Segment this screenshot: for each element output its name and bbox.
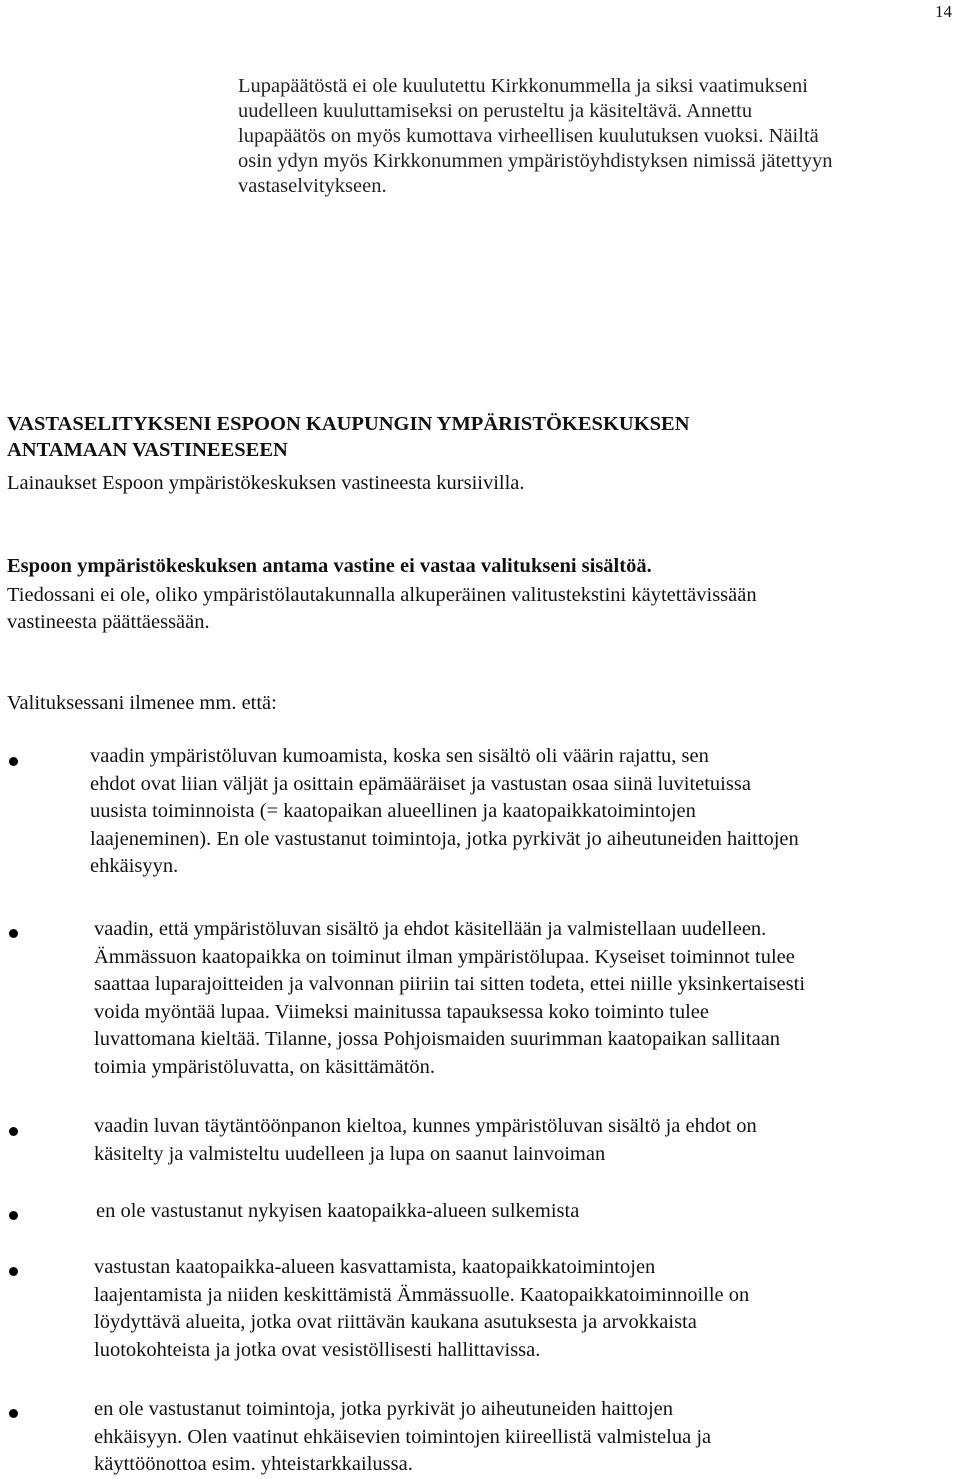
bullet-line: vastustan kaatopaikka-alueen kasvattamista, kaatopaikkatoimintojen bbox=[94, 1256, 656, 1278]
claim-text-line: vastineesta päättäessään. bbox=[7, 611, 210, 633]
section-heading-line: VASTASELITYKSENI ESPOON KAUPUNGIN YMPÄRISTÖKESKUKSEN bbox=[7, 413, 690, 435]
intro-line: uudelleen kuuluttamiseksi on perusteltu ja käsiteltävä. Annettu bbox=[238, 100, 753, 122]
bullet-line: ehdot ovat liian väljät ja osittain epämääräiset ja vastustan osaa siinä luvitetuissa bbox=[90, 772, 751, 795]
bullet-line: vaadin ympäristöluvan kumoamista, koska sen sisältö oli väärin rajattu, sen bbox=[90, 745, 709, 767]
bullet-text bbox=[94, 1254, 749, 1364]
bullet-line: laajeneminen). En ole vastustanut toimintoja, jotka pyrkivät jo aiheutuneiden haittojen bbox=[90, 827, 799, 850]
bullet-line: käyttöönottoa esim. yhteistarkkailussa. bbox=[94, 1453, 413, 1475]
bullet-text bbox=[94, 916, 805, 1081]
bullet-line: ehkäisyyn. Olen vaatinut ehkäisevien toimintojen kiireellistä valmistelua ja bbox=[94, 1425, 712, 1448]
bullet-line: en ole vastustanut toimintoja, jotka pyrkivät jo aiheutuneiden haittojen bbox=[94, 1398, 673, 1420]
section-subheading: Lainaukset Espoon ympäristökeskuksen vastineesta kursiivilla. bbox=[7, 472, 525, 494]
bullet-dot-icon bbox=[9, 1127, 18, 1136]
section-heading bbox=[7, 411, 690, 463]
bullet-line: saattaa luparajoitteiden ja valvonnan piiriin tai sitten todeta, ettei niille yksinkertaisesti bbox=[94, 973, 806, 995]
bullet-line: luotokohteista ja jotka ovat vesistöllisesti hallittavissa. bbox=[94, 1338, 541, 1361]
bullet-text bbox=[94, 1396, 711, 1479]
bullet-line: en ole vastustanut nykyisen kaatopaikka-alueen sulkemista bbox=[96, 1200, 580, 1222]
intro-line: vastaselvitykseen. bbox=[238, 175, 387, 197]
bullet-line: voida myöntää lupaa. Viimeksi mainitussa tapauksessa koko toiminto tulee bbox=[94, 1000, 709, 1023]
intro-line: lupapäätös on myös kumottava virheellisen kuulutuksen vuoksi. Näiltä bbox=[238, 125, 819, 147]
bullet-dot-icon bbox=[9, 1211, 18, 1220]
claim-text bbox=[7, 582, 757, 636]
page-number: 14 bbox=[935, 2, 952, 21]
bullet-text bbox=[96, 1198, 579, 1226]
bullet-line: uusista toiminnoista (= kaatopaikan alueellinen ja kaatopaikkatoimintojen bbox=[90, 800, 696, 822]
bullet-text bbox=[90, 743, 799, 881]
bullet-dot-icon bbox=[9, 929, 18, 938]
bullet-line: Ämmässuon kaatopaikka on toiminut ilman ympäristölupaa. Kyseiset toiminnot tulee bbox=[94, 945, 795, 968]
bullet-line: ehkäisyyn. bbox=[90, 855, 179, 877]
section-heading-line: ANTAMAAN VASTINEESEEN bbox=[7, 439, 288, 461]
claim-text-line: Tiedossani ei ole, oliko ympäristölautakunnalla alkuperäinen valitustekstini käytettävissään bbox=[7, 584, 757, 606]
intro-paragraph bbox=[238, 74, 953, 199]
bullet-text bbox=[94, 1113, 757, 1168]
bullet-line: toimia ympäristöluvatta, on käsittämätön. bbox=[94, 1055, 436, 1078]
intro-line: Lupapäätöstä ei ole kuulutettu Kirkkonummella ja siksi vaatimukseni bbox=[238, 75, 808, 97]
intro-line: osin ydyn myös Kirkkonummen ympäristöyhdistyksen nimissä jätettyyn bbox=[238, 150, 833, 172]
bullet-line: käsitelty ja valmisteltu uudelleen ja lupa on saanut lainvoiman bbox=[94, 1142, 606, 1165]
appeal-intro: Valituksessani ilmenee mm. että: bbox=[7, 692, 277, 714]
claim-heading: Espoon ympäristökeskuksen antama vastine ei vastaa valitukseni sisältöä. bbox=[7, 555, 652, 577]
bullet-dot-icon bbox=[9, 757, 18, 766]
bullet-line: vaadin, että ympäristöluvan sisältö ja ehdot käsitellään ja valmistellaan uudelleen. bbox=[94, 918, 767, 940]
bullet-line: luvattomana kieltää. Tilanne, jossa Pohjoismaiden suurimman kaatopaikan sallitaan bbox=[94, 1028, 781, 1050]
bullet-line: laajentamista ja niiden keskittämistä Ämmässuolle. Kaatopaikkatoiminnoille on bbox=[94, 1283, 750, 1306]
bullet-line: vaadin luvan täytäntöönpanon kieltoa, kunnes ympäristöluvan sisältö ja ehdot on bbox=[94, 1115, 757, 1137]
bullet-dot-icon bbox=[9, 1409, 18, 1418]
bullet-line: löydyttävä alueita, jotka ovat riittävän kaukana asutuksesta ja arvokkaista bbox=[94, 1311, 697, 1333]
bullet-dot-icon bbox=[9, 1267, 18, 1276]
